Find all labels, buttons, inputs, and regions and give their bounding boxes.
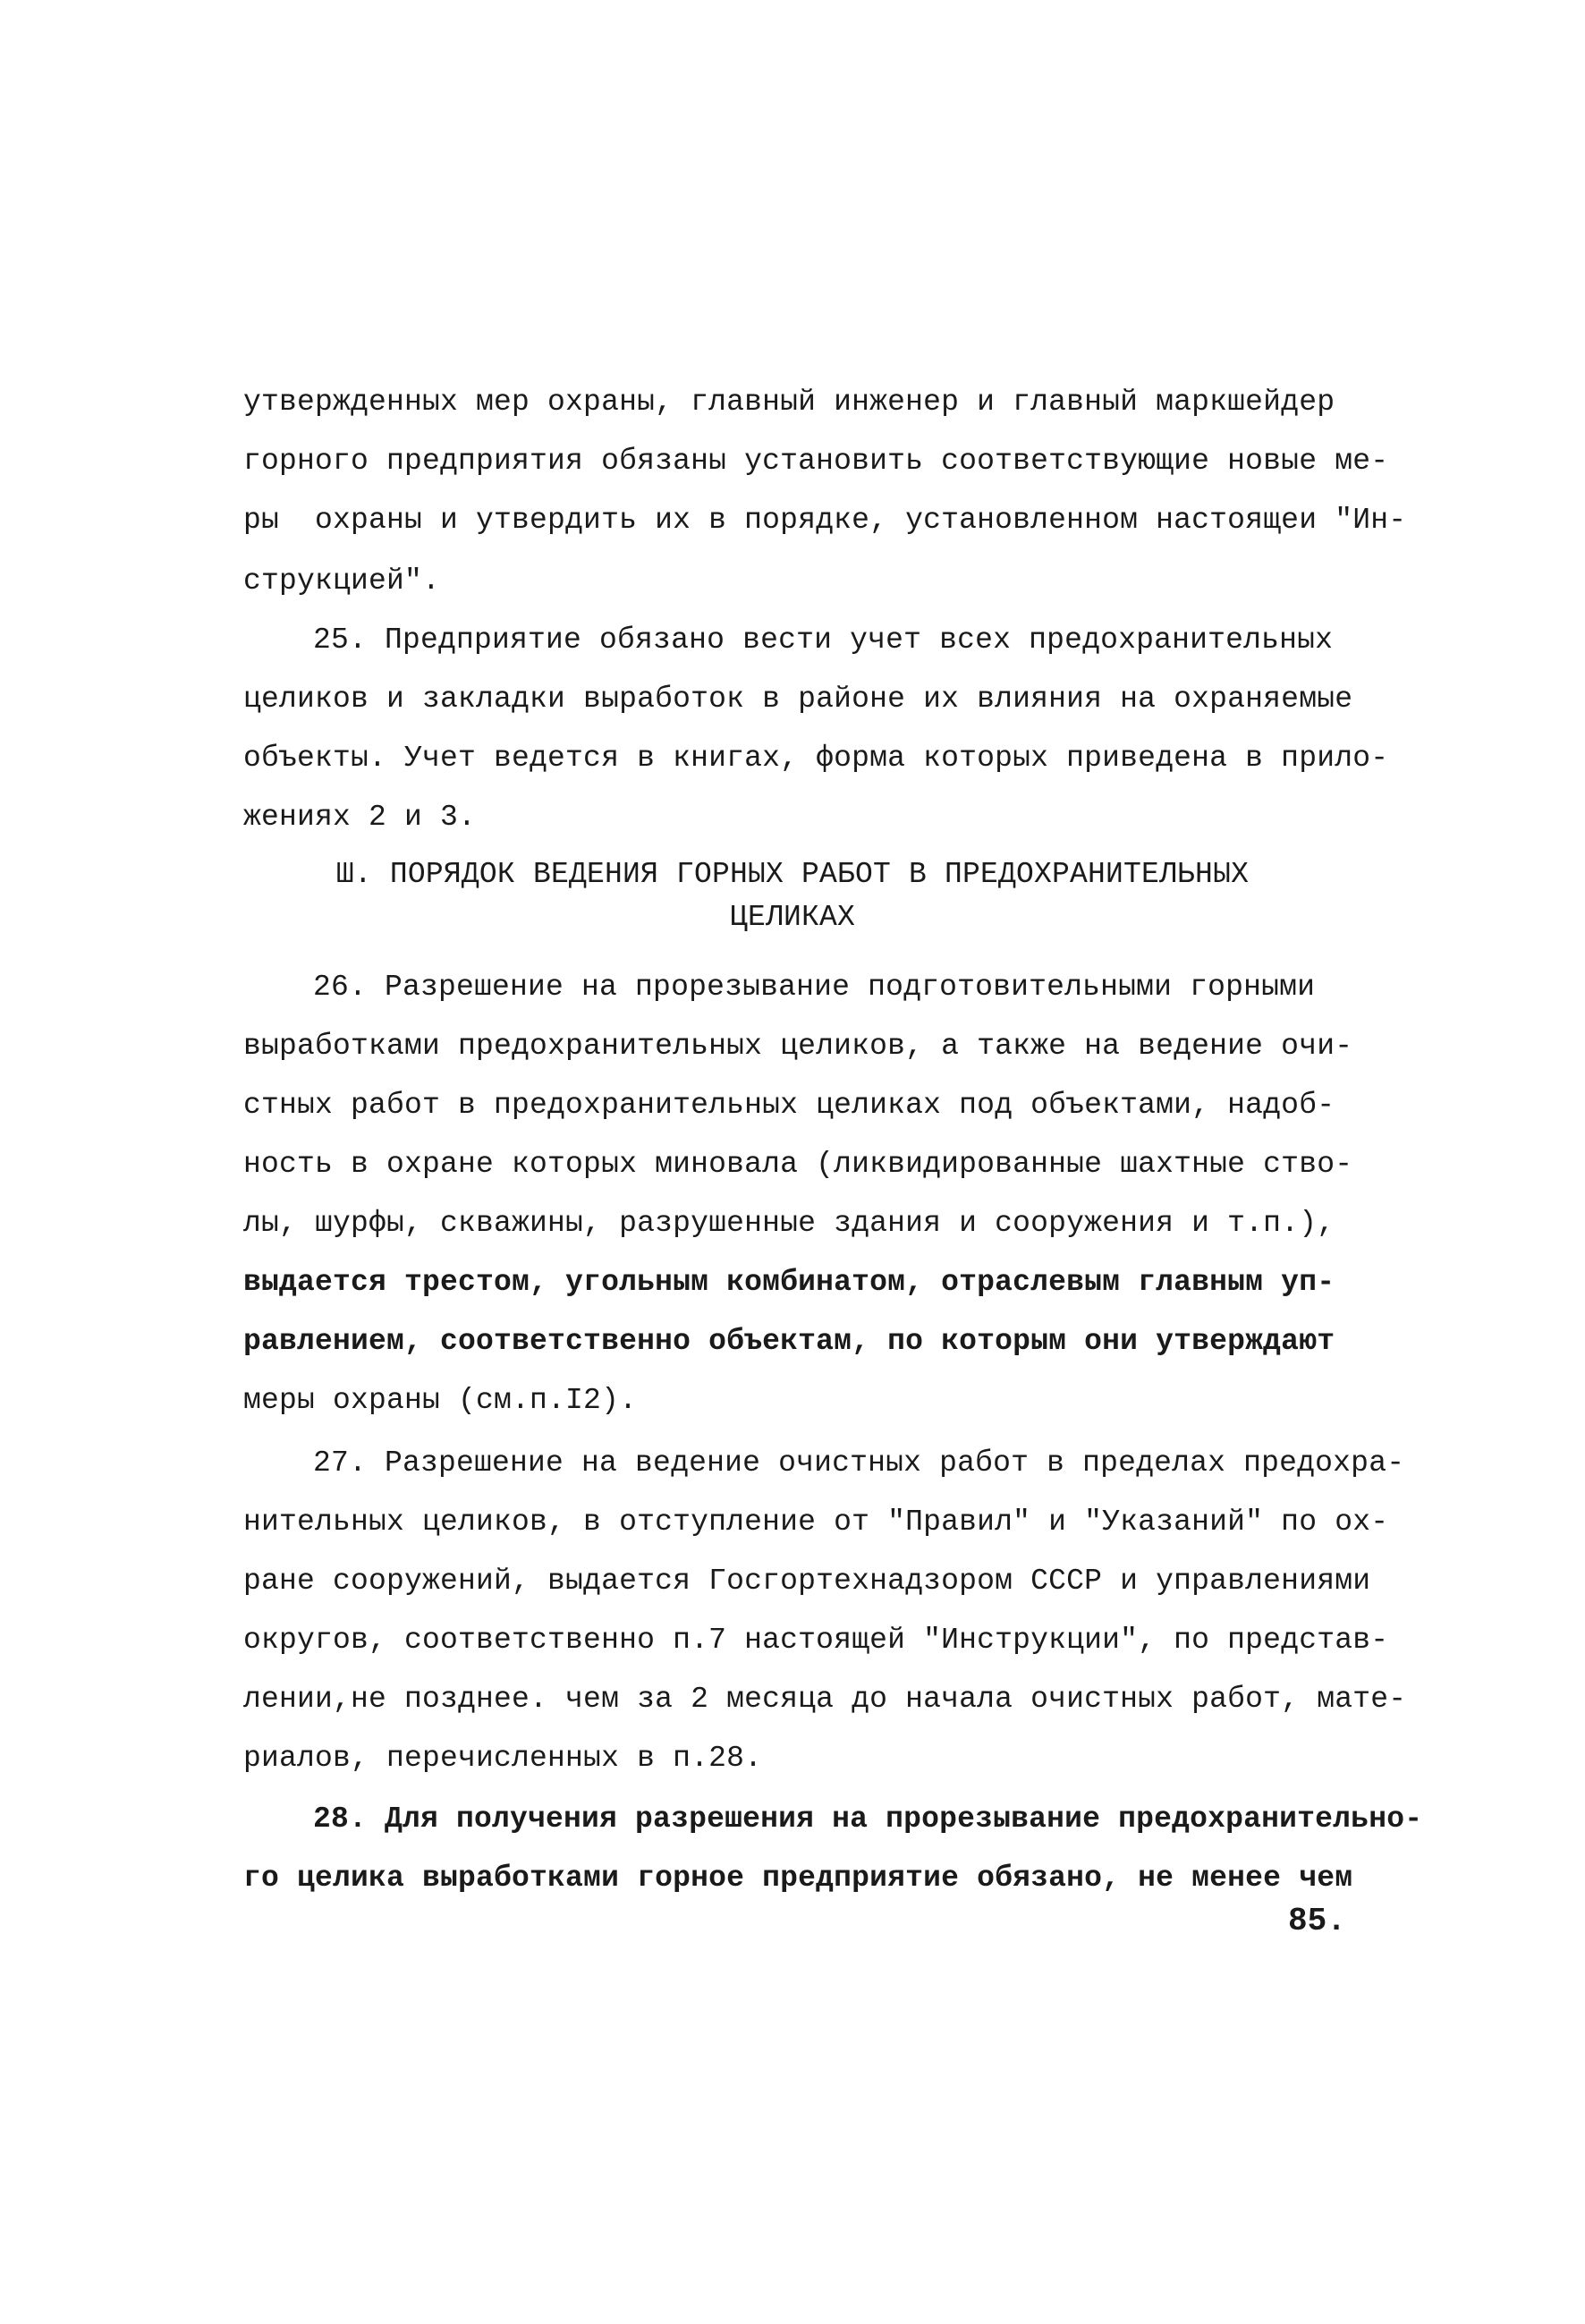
paragraph-26-line: меры охраны (см.п.I2). — [243, 1384, 638, 1417]
text-line: струкцией". — [243, 564, 441, 598]
paragraph-26-line: ность в охране которых миновала (ликвидированные шахтные ство- — [243, 1148, 1353, 1181]
text-line: ры охраны и утвердить их в порядке, установленном настоящеи "Ин- — [243, 504, 1407, 537]
paragraph-26-line: стных работ в предохранительных целиках под объектами, надоб- — [243, 1089, 1335, 1122]
paragraph-27-line: 27. Разрешение на ведение очистных работ в пределах предохра- — [313, 1446, 1405, 1480]
section-heading: Ш. ПОРЯДОК ВЕДЕНИЯ ГОРНЫХ РАБОТ В ПРЕДОХРАНИТЕЛЬНЫХ — [335, 858, 1250, 891]
section-heading: ЦЕЛИКАХ — [729, 901, 856, 934]
text-line: утвержденных мер охраны, главный инженер и главный маркшейдер — [243, 386, 1335, 419]
paragraph-26-line: равлением, соответственно объектам, по которым они утверждают — [243, 1325, 1335, 1358]
paragraph-25-line: целиков и закладки выработок в районе их влияния на охраняемые — [243, 683, 1353, 716]
paragraph-26-line: 26. Разрешение на прорезывание подготовительными горными — [313, 971, 1316, 1004]
paragraph-27-line: ране сооружений, выдается Госгортехнадзором СССР и управлениями — [243, 1565, 1371, 1598]
paragraph-25-line: 25. Предприятие обязано вести учет всех предохранительных — [313, 623, 1334, 657]
paragraph-27-line: округов, соответственно п.7 настоящей "Инструкции", по представ- — [243, 1624, 1389, 1657]
paragraph-26-line: выдается трестом, угольным комбинатом, отраслевым главным уп- — [243, 1266, 1335, 1299]
page-number: 85. — [1288, 1903, 1346, 1939]
paragraph-28-line: 28. Для получения разрешения на прорезывание предохранительно- — [313, 1802, 1423, 1836]
paragraph-27-line: риалов, перечисленных в п.28. — [243, 1742, 763, 1775]
paragraph-25-line: объекты. Учет ведется в книгах, форма которых приведена в прило- — [243, 742, 1389, 775]
paragraph-27-line: нительных целиков, в отступление от "Правил" и "Указаний" по ох- — [243, 1506, 1389, 1539]
paragraph-25-line: жениях 2 и 3. — [243, 801, 477, 834]
text-line: горного предприятия обязаны установить соответствующие новые ме- — [243, 445, 1389, 478]
paragraph-27-line: лении,не позднее. чем за 2 месяца до начала очистных работ, мате- — [243, 1683, 1407, 1716]
paragraph-26-line: выработками предохранительных целиков, а также на ведение очи- — [243, 1030, 1353, 1063]
paragraph-26-line: лы, шурфы, скважины, разрушенные здания и сооружения и т.п.), — [243, 1207, 1335, 1240]
paragraph-28-line: го целика выработками горное предприятие обязано, не менее чем — [243, 1862, 1353, 1895]
